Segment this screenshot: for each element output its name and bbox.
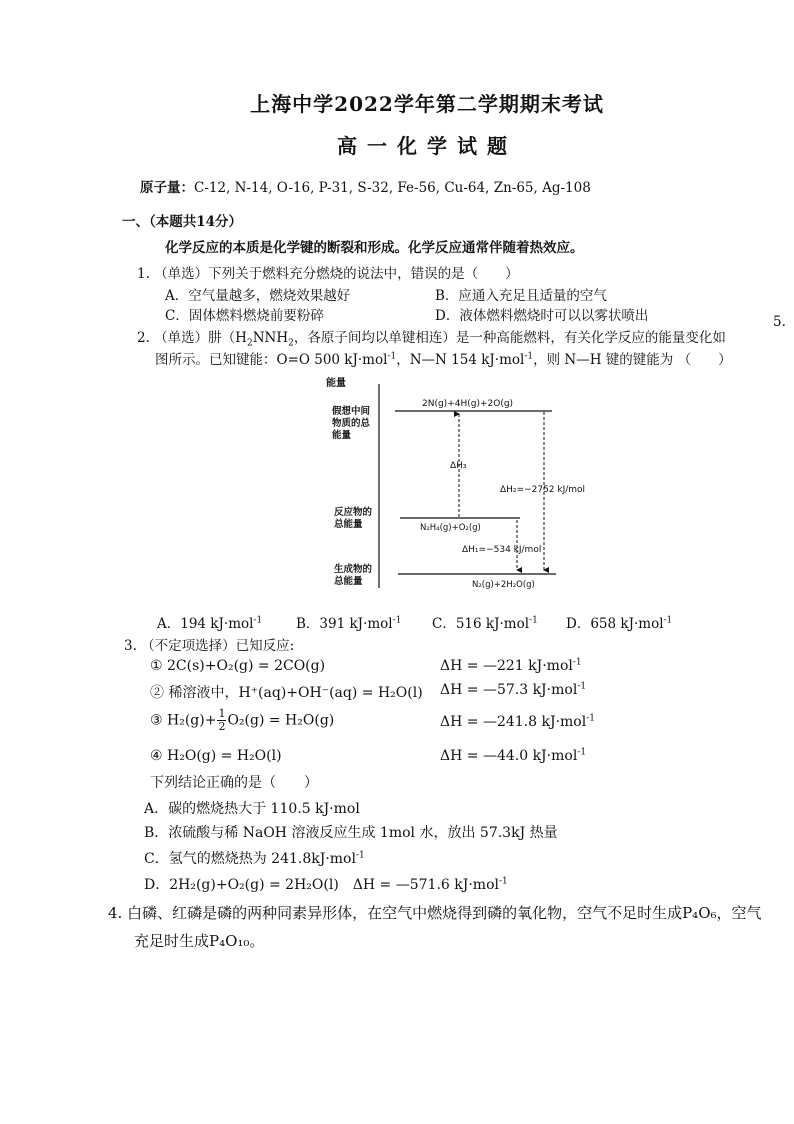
q3-dh-2 — [440, 682, 586, 698]
atomic-mass-values: C-12, N-14, O-16, P-31, S-32, Fe-56, Cu-64, Zn-65, Ag-108 — [194, 180, 591, 196]
q2-option-a — [157, 612, 262, 632]
energy-axis-label: 能量 — [326, 378, 346, 389]
q2-text: 图所示。已知键能：O=O 500 kJ·mol — [155, 352, 388, 368]
q3-reaction-2 — [150, 682, 423, 702]
superscript: -1 — [524, 351, 534, 362]
reaction-equation: 2C(s)+O₂(g) = 2CO(g) — [167, 658, 326, 674]
dh1-label: ΔH₁=−534 kJ/mol — [462, 545, 542, 555]
q3-reaction-3 — [150, 708, 334, 733]
fraction-one-half — [217, 708, 226, 733]
superscript: -1 — [499, 876, 508, 887]
q2-text: NNH — [252, 330, 289, 346]
dh2-label: ΔH₂=−2752 kJ/mol — [500, 485, 586, 495]
reaction-number: ④ — [150, 748, 163, 764]
q2-option-c — [432, 612, 538, 632]
q2-text: 2. （单选）肼（H — [137, 330, 247, 346]
level-top-label-3: 能量 — [332, 430, 352, 441]
superscript: -1 — [577, 681, 587, 692]
fraction-numerator: 1 — [218, 707, 226, 720]
q3-option-c — [144, 848, 365, 868]
q4-line1: 4. 白磷、红磷是磷的两种同素异形体，在空气中燃烧得到磷的氧化物，空气不足时生成P₄O₆，空气 — [108, 904, 762, 922]
q3-dh-4 — [440, 748, 586, 764]
level-mid-label-2: 总能量 — [334, 519, 363, 530]
q3-stem: 3. （不定项选择）已知反应: — [124, 638, 295, 654]
enthalpy-value: ΔH = —221 kJ·mol — [440, 658, 573, 674]
option-text: A．194 kJ·mol — [157, 616, 254, 632]
q1-stem: 1. （单选）下列关于燃料充分燃烧的说法中，错误的是（ ） — [137, 266, 519, 282]
section-intro: 化学反应的本质是化学键的断裂和形成。化学反应通常伴随着热效应。 — [165, 240, 584, 256]
reaction-equation: O₂(g) = H₂O(g) — [227, 712, 335, 729]
option-text: A．碳的燃烧热大于 110.5 kJ·mol — [144, 801, 360, 817]
q2-text: ，各原子间均以单键相连）是一种高能燃料，有关化学反应的能量变化如 — [293, 330, 726, 346]
q2-option-b — [296, 612, 401, 632]
level-bot-label-1: 生成物的 — [334, 564, 373, 575]
option-text: D．658 kJ·mol — [566, 616, 664, 632]
superscript: -1 — [663, 615, 673, 626]
atomic-masses — [140, 176, 591, 196]
q1-option-a: A．空气量越多，燃烧效果越好 — [165, 288, 351, 304]
q3-option-b: B．浓硫酸与稀 NaOH 溶液反应生成 1mol 水，放出 57.3kJ 热量 — [144, 825, 558, 841]
q3-option-a — [144, 798, 360, 818]
dh3-label: ΔH₃ — [450, 461, 467, 471]
q4-line2: 充足时生成P₄O₁₀。 — [134, 932, 265, 950]
q3-question: 下列结论正确的是（ ） — [150, 775, 318, 791]
bot-species: N₂(g)+2H₂O(g) — [472, 580, 535, 590]
section-heading: 一、（本题共14分） — [122, 214, 243, 230]
superscript: -1 — [529, 615, 538, 626]
level-bot-label-2: 总能量 — [334, 576, 363, 587]
reaction-number: ② — [150, 685, 164, 701]
enthalpy-value: ΔH = —241.8 kJ·mol — [440, 714, 587, 730]
q3-reaction-1 — [150, 658, 325, 674]
q1-option-c: C．固体燃料燃烧前要粉碎 — [165, 308, 324, 324]
q3-option-d — [144, 874, 508, 894]
q2-text: ，则 N—H 键的键能为 （ ） — [533, 352, 732, 368]
option-text: B．391 kJ·mol — [296, 616, 393, 632]
q3-dh-3 — [440, 714, 595, 730]
superscript: -1 — [577, 747, 587, 758]
superscript: -1 — [253, 615, 263, 626]
exam-title: 上海中学2022学年第二学期期末考试 — [250, 92, 604, 116]
reaction-equation: H₂O(g) = H₂O(l) — [167, 748, 282, 764]
energy-diagram — [320, 370, 586, 600]
option-text: C．516 kJ·mol — [432, 616, 530, 632]
side-mark: 5. — [773, 314, 786, 330]
reaction-number: ③ — [150, 712, 163, 729]
superscript: -1 — [392, 615, 402, 626]
superscript: -1 — [387, 351, 397, 362]
q2-stem-line1: 2. （单选）肼（$H_2NNH_2$，各原子间均以单键相连）是一种高能燃料，有关化学反应的能量变化如 — [137, 330, 726, 349]
option-text: D．2H₂(g)+O₂(g) = 2H₂O(l) ΔH = —571.6 kJ·mol — [144, 877, 499, 893]
level-mid-label-1: 反应物的 — [334, 507, 373, 518]
q2-stem-line2 — [155, 348, 732, 368]
top-species: 2N(g)+4H(g)+2O(g) — [422, 399, 514, 409]
reaction-equation: H₂(g)+ — [167, 712, 217, 729]
enthalpy-value: ΔH = —57.3 kJ·mol — [440, 682, 578, 698]
reaction-number: ① — [150, 658, 163, 674]
atomic-mass-label: 原子量： — [140, 180, 194, 196]
q3-reaction-4 — [150, 748, 282, 764]
option-text: C．氢气的燃烧热为 241.8kJ·mol — [144, 851, 356, 867]
exam-subtitle: 高一化学试题 — [337, 134, 517, 158]
superscript: -1 — [355, 850, 365, 861]
enthalpy-value: ΔH = —44.0 kJ·mol — [440, 748, 578, 764]
superscript: -1 — [586, 713, 595, 724]
q3-dh-1 — [440, 658, 582, 674]
mid-species: N₂H₄(g)+O₂(g) — [420, 523, 481, 533]
reaction-equation: 稀溶液中，H⁺(aq)+OH⁻(aq) = H₂O(l) — [168, 685, 423, 701]
q2-text: ，N—N 154 kJ·mol — [396, 352, 525, 368]
q2-option-d — [566, 612, 672, 632]
level-top-label-2: 物质的总 — [332, 418, 371, 429]
q1-option-d: D．液体燃料燃烧时可以以雾状喷出 — [435, 308, 649, 324]
q1-option-b: B．应通入充足且适量的空气 — [435, 288, 607, 304]
level-top-label-1: 假想中间 — [332, 406, 371, 417]
superscript: -1 — [572, 657, 582, 668]
fraction-denominator: 2 — [218, 720, 226, 733]
